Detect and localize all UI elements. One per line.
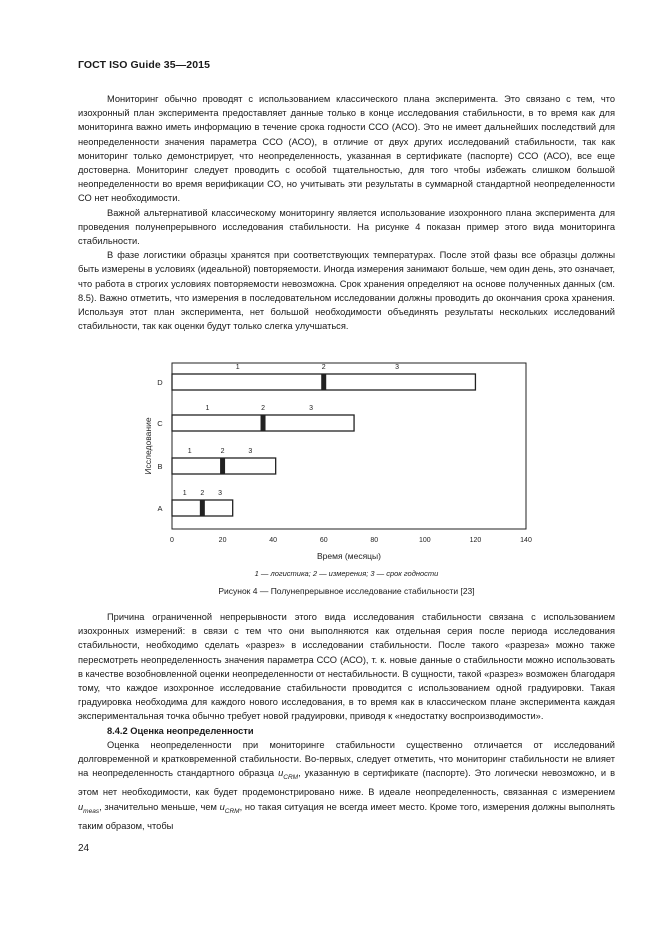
text-run: , но такая ситуация не всегда имеет место. Кроме того, измерения должны выполнять таким образом, чтобы: [78, 801, 615, 831]
phase-label: 2: [200, 490, 205, 497]
text-block-top: [78, 92, 615, 333]
x-tick-label: 140: [520, 537, 532, 544]
x-tick-label: 40: [269, 537, 278, 544]
u-subscript: CRM: [224, 807, 240, 815]
x-tick-label: 60: [319, 537, 328, 544]
phase-label: 2: [261, 405, 265, 412]
text-block-bottom: [78, 610, 615, 833]
symbol-u-crm: [278, 768, 299, 782]
paragraph: Важной альтернативой классическому мониторингу является использование изохронного плана эксперимента для проведения полунепрерывного исследования стабильности. На рисунке 4 показан пример этого вида мониторинга стабильности.: [78, 207, 615, 247]
paragraph-with-formula: [78, 738, 615, 833]
phase-label: 3: [218, 490, 222, 497]
figure-caption: Рисунок 4 — Полунепрерывное исследование стабильности [23]: [218, 586, 475, 596]
x-tick-label: 80: [370, 537, 379, 544]
measurement-marker-c: [261, 415, 266, 431]
text-run: Оценка неопределенности при мониторинге стабильности существенно отличается от исследований долговременной и кратковременной стабильности. Во-первых, следует отметить, что мониторинг стабильности не влияет на неопределенность стандартного образца: [78, 739, 615, 779]
figure-legend: 1 — логистика; 2 — измерения; 3 — срок годности: [254, 569, 439, 578]
study-label-a: A: [157, 504, 163, 513]
u-letter: u: [78, 801, 84, 812]
x-axis-label: Время (месяцы): [317, 551, 381, 561]
figure-4-chart: [138, 355, 538, 570]
phase-label: 3: [309, 405, 314, 412]
u-letter: u: [219, 801, 225, 812]
phase-label: 2: [220, 448, 225, 455]
phase-label: 3: [248, 448, 253, 455]
study-label-b: B: [157, 462, 163, 471]
x-tick-label: 120: [469, 537, 482, 544]
u-subscript: CRM: [283, 774, 299, 782]
phase-label: 3: [395, 364, 399, 371]
section-heading: 8.4.2 Оценка неопределенности: [107, 725, 254, 736]
measurement-marker-d: [321, 374, 326, 390]
u-letter: u: [278, 768, 284, 779]
study-label-c: C: [157, 419, 163, 428]
phase-label: 1: [187, 448, 192, 455]
measurement-marker-a: [200, 500, 205, 516]
paragraph: Причина ограниченной непрерывности этого вида исследования стабильности связана с использованием изохронных измерений: в связи с тем что они выполняются как отдельная серия после периода исследования стабильности, необходимо сделать «разрез» в исследовании стабильности. После такого «разреза» можно также пересмотреть неопределенность значения параметра ССО (АСО), т. к. новые данные о стабильности можно использовать в качестве возобновленной оценки неопределенности от нестабильности. В сущности, такой «разрез» возможен благодаря тому, что каждое изохронное исследование стабильности проводится с использованием одной градуировки. Такая градуировка необходима для каждого нового исследования, в то время как в классическом плане эксперимента каждая экспериментальная точка обычно требует новой градуировки, приводя к «недостатку воспроизводимости».: [78, 612, 615, 722]
text-run: , указанную в сертификате (паспорте). Это логически невозможно, и в этом нет необходимости, как будет продемонстрировано ниже. В идеале неопределенность, связанная с измерением: [78, 768, 616, 798]
study-label-d: D: [157, 378, 163, 387]
document-header: ГОСТ ISO Guide 35—2015: [78, 59, 211, 71]
x-tick-label: 20: [218, 537, 227, 544]
phase-label: 1: [235, 364, 240, 371]
text-run: , значительно меньше, чем: [99, 801, 220, 812]
symbol-u-crm: [219, 801, 240, 815]
phase-label: 2: [321, 364, 326, 371]
paragraph: Мониторинг обычно проводят с использованием классического плана эксперимента. Это связано с тем, что изохронный план эксперимента предоставляет данные только в конце исследования стабильности, в то время как для мониторинга важно иметь информацию в течение срока годности ССО (АСО). Это не имеет дальнейших последствий для неопределенности значения параметра ССО (АСО), в отличие от двух других исследований стабильности, так как мониторинг только демонстрирует, что неопределенность, указанная в сертификате (паспорте) ССО (АСО), все еще достоверна. Мониторинг следует проводить с особой тщательностью, для того чтобы избежать слишком большой неопределенности во время верификации СО, но учитывать эти результаты в суммарной стандартной неопределенности СО нет необходимости.: [78, 94, 615, 204]
phase-label: 1: [182, 490, 187, 497]
x-tick-label: 100: [419, 537, 431, 544]
paragraph: В фазе логистики образцы хранятся при соответствующих температурах. После этой фазы все образцы должны быть измерены в условиях (идеальной) повторяемости. Иногда измерения занимают больше, чем один день, это означает, что работа в строгих условиях повторяемости невозможна. Срок хранения определяют на основе полученных данных (см. 8.5). Важно отметить, что измерения в последовательном исследовании должны проводить до окончания срока хранения. Используя этот план эксперимента, нет большой необходимости объединять результаты нескольких исследований стабильности, так как оценки будут только слегка улучшаться.: [78, 250, 615, 332]
page-number: 24: [78, 843, 90, 854]
x-tick-label: 0: [170, 537, 174, 544]
measurement-marker-b: [220, 458, 225, 474]
chart-svg: [138, 355, 538, 570]
phase-label: 1: [205, 405, 210, 412]
u-subscript: meas: [83, 807, 100, 815]
symbol-u-meas: [78, 801, 100, 815]
y-axis-label: Исследование: [143, 417, 153, 475]
